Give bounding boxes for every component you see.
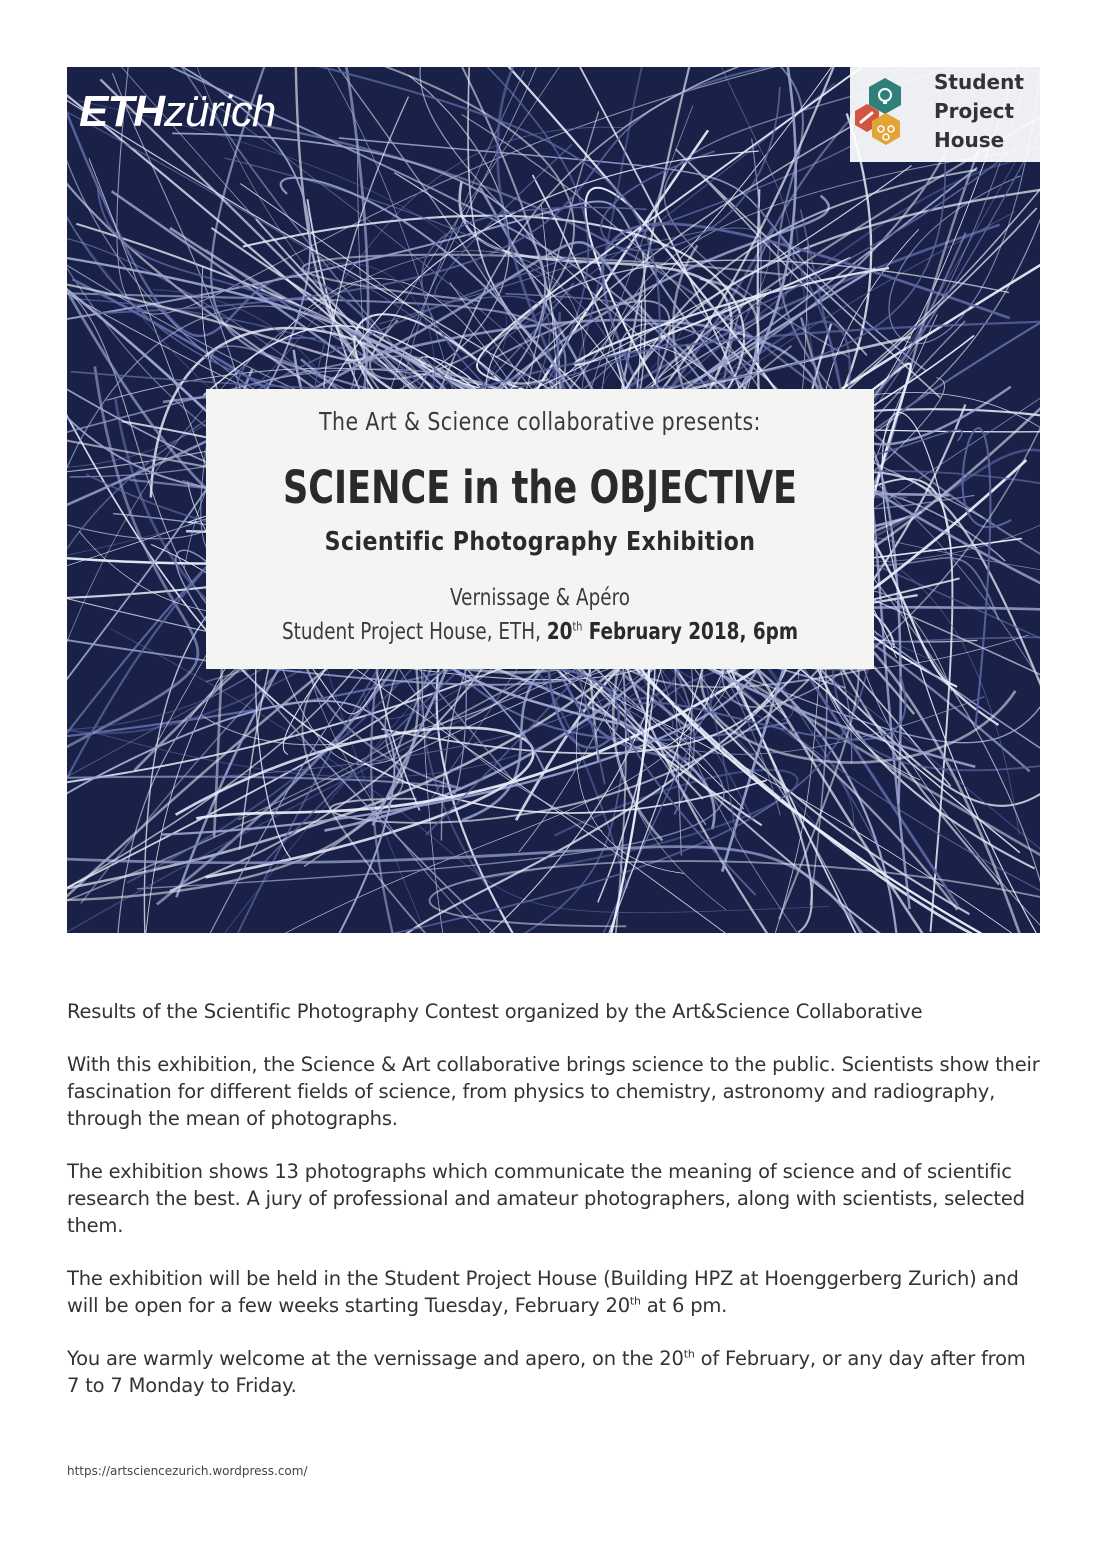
exhibition-title: SCIENCE in the OBJECTIVE — [283, 461, 797, 514]
paragraph-location-end: at 6 pm. — [640, 1294, 728, 1317]
sph-line1: Student — [934, 70, 1024, 94]
venue-day-suffix: th — [572, 619, 583, 634]
paragraph-welcome-end: of February, or any day after from 7 to 7 Monday to Friday. — [67, 1347, 1026, 1397]
eth-logo-text: ETH — [79, 87, 164, 136]
paragraph-science-public: With this exhibition, the Science & Art collaborative brings science to the public. Scientists show their fascination for different fields of science, from physics to chemistry, astronomy and radiography, through the mean of photographs. — [67, 1053, 1040, 1130]
paragraph-location — [67, 1265, 1042, 1319]
venue-date-rest: February 2018, 6pm — [582, 619, 798, 645]
student-project-house-logo — [850, 67, 1040, 162]
intro-paragraph: Results of the Scientific Photography Contest organized by the Art&Science Collaborative — [67, 1000, 923, 1023]
paragraph-welcome-text: You are warmly welcome at the vernissage and apero, on the 20 — [67, 1347, 684, 1370]
eth-zurich-logo — [79, 87, 275, 137]
zurich-logo-text: zürich — [164, 87, 276, 136]
paragraph-welcome — [67, 1345, 1042, 1399]
paragraph-welcome-sup: th — [683, 1347, 695, 1361]
sph-line2: Project — [934, 99, 1015, 123]
sph-line3: House — [934, 128, 1005, 152]
fiber-strand — [882, 412, 1040, 933]
event-poster — [67, 67, 1040, 933]
venue-prefix: Student Project House, ETH, — [281, 619, 547, 645]
sph-logo-text — [934, 68, 1024, 155]
exhibition-subtitle: Scientific Photography Exhibition — [324, 527, 756, 557]
vernissage-line: Vernissage & Apéro — [450, 585, 630, 611]
sph-hexagon-icon — [850, 67, 940, 162]
venue-day: 20 — [546, 619, 573, 645]
paragraph-photographs: The exhibition shows 13 photographs which communicate the meaning of science and of scientific research the best. A jury of professional and amateur photographers, along with scientists, selected them. — [67, 1160, 1025, 1237]
venue-date-line — [273, 619, 807, 645]
presents-line: The Art & Science collaborative presents: — [319, 407, 761, 436]
paragraph-location-text: The exhibition will be held in the Student Project House (Building HPZ at Hoenggerberg Zurich) and will be open for a few weeks starting Tuesday, February 20 — [67, 1267, 1019, 1317]
website-url-link[interactable]: https://artsciencezurich.wordpress.com/ — [67, 1464, 308, 1478]
description-text — [67, 998, 1042, 1425]
poster-title-box — [206, 389, 874, 669]
paragraph-location-sup: th — [629, 1294, 641, 1308]
